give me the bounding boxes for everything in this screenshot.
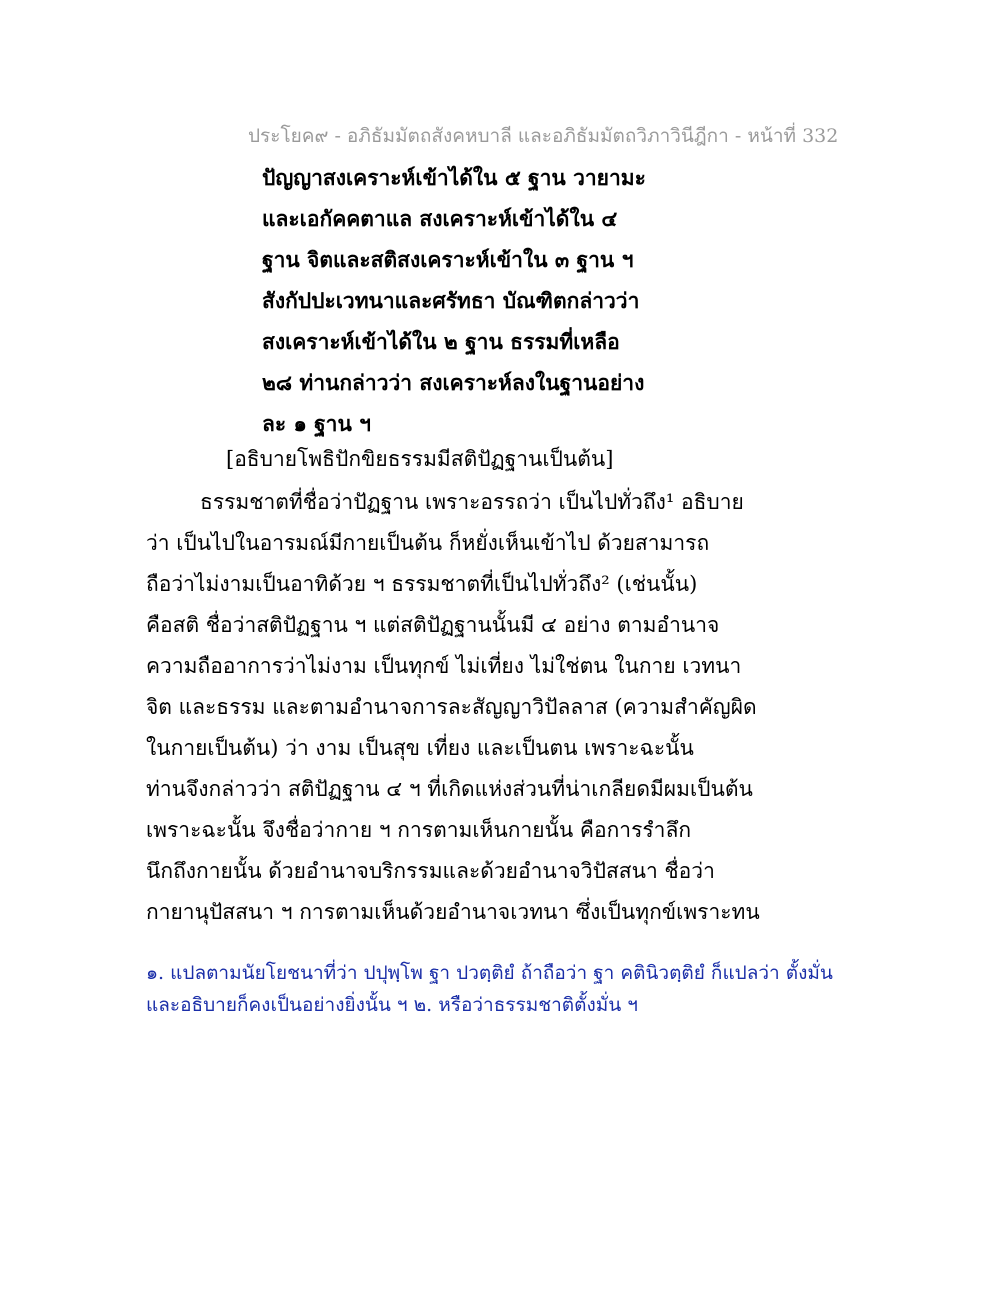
body-line: นึกถึงกายนั้น ด้วยอำนาจบริกรรมและด้วยอำนาจวิปัสสนา ชื่อว่า bbox=[146, 859, 715, 883]
body-paragraph bbox=[146, 482, 866, 933]
verse-line: ๒๘ ท่านกล่าวว่า สงเคราะห์ลงในฐานอย่าง bbox=[262, 370, 645, 395]
body-line: เพราะฉะนั้น จึงชื่อว่ากาย ฯ การตามเห็นกายนั้น คือการรำลึก bbox=[146, 818, 692, 842]
body-line: ท่านจึงกล่าวว่า สติปัฏฐาน ๔ ฯ ที่เกิดแห่งส่วนที่น่าเกลียดมีผมเป็นต้น bbox=[146, 777, 753, 801]
verse-block bbox=[262, 157, 722, 444]
verse-line: ละ ๑ ฐาน ฯ bbox=[262, 411, 371, 436]
verse-line: สังกัปปะเวทนาและศรัทธา บัณฑิตกล่าวว่า bbox=[262, 288, 640, 313]
body-line: จิต และธรรม และตามอำนาจการละสัญญาวิปัลลาส (ความสำคัญผิด bbox=[146, 695, 757, 719]
footnote-line: ๑. แปลตามนัยโยชนาที่ว่า ปปุพฺโพ ฐา ปวตฺติยํ ถ้าถือว่า ฐา คตินิวตฺติยํ ก็แปลว่า ตั้งมั่น bbox=[146, 962, 833, 984]
body-line: ความถืออาการว่าไม่งาม เป็นทุกข์ ไม่เที่ยง ไม่ใช่ตน ในกาย เวทนา bbox=[146, 654, 742, 678]
section-heading: [อธิบายโพธิปักขิยธรรมมีสติปัฏฐานเป็นต้น] bbox=[226, 447, 614, 471]
verse-line: และเอกัคคตาแล สงเคราะห์เข้าได้ใน ๔ bbox=[262, 206, 618, 231]
verse-line: ปัญญาสงเคราะห์เข้าได้ใน ๕ ฐาน วายามะ bbox=[262, 165, 646, 190]
running-header: ประโยค๙ - อภิธัมมัตถสังคหบาลี และอภิธัมมัตถวิภาวินีฎีกา - หน้าที่ 332 bbox=[248, 125, 839, 147]
body-line: คือสติ ชื่อว่าสติปัฏฐาน ฯ แต่สติปัฏฐานนั้นมี ๔ อย่าง ตามอำนาจ bbox=[146, 613, 720, 637]
verse-line: สงเคราะห์เข้าได้ใน ๒ ฐาน ธรรมที่เหลือ bbox=[262, 329, 620, 354]
body-line: กายานุปัสสนา ฯ การตามเห็นด้วยอำนาจเวทนา ซึ่งเป็นทุกข์เพราะทน bbox=[146, 900, 760, 924]
body-line: ถือว่าไม่งามเป็นอาทิด้วย ฯ ธรรมชาตที่เป็นไปทั่วถึง² (เช่นนั้น) bbox=[146, 572, 698, 596]
footnotes bbox=[146, 957, 866, 1021]
footnote-line: และอธิบายก็คงเป็นอย่างยิ่งนั้น ฯ ๒. หรือว่าธรรมชาติตั้งมั่น ฯ bbox=[146, 994, 638, 1016]
body-line: ว่า เป็นไปในอารมณ์มีกายเป็นต้น ก็หยั่งเห็นเข้าไป ด้วยสามารถ bbox=[146, 531, 710, 555]
verse-line: ฐาน จิตและสติสงเคราะห์เข้าใน ๓ ฐาน ฯ bbox=[262, 247, 634, 272]
body-line: ในกายเป็นต้น) ว่า งาม เป็นสุข เที่ยง และเป็นตน เพราะฉะนั้น bbox=[146, 736, 694, 760]
body-line: ธรรมชาตที่ชื่อว่าปัฏฐาน เพราะอรรถว่า เป็นไปทั่วถึง¹ อธิบาย bbox=[200, 490, 744, 514]
